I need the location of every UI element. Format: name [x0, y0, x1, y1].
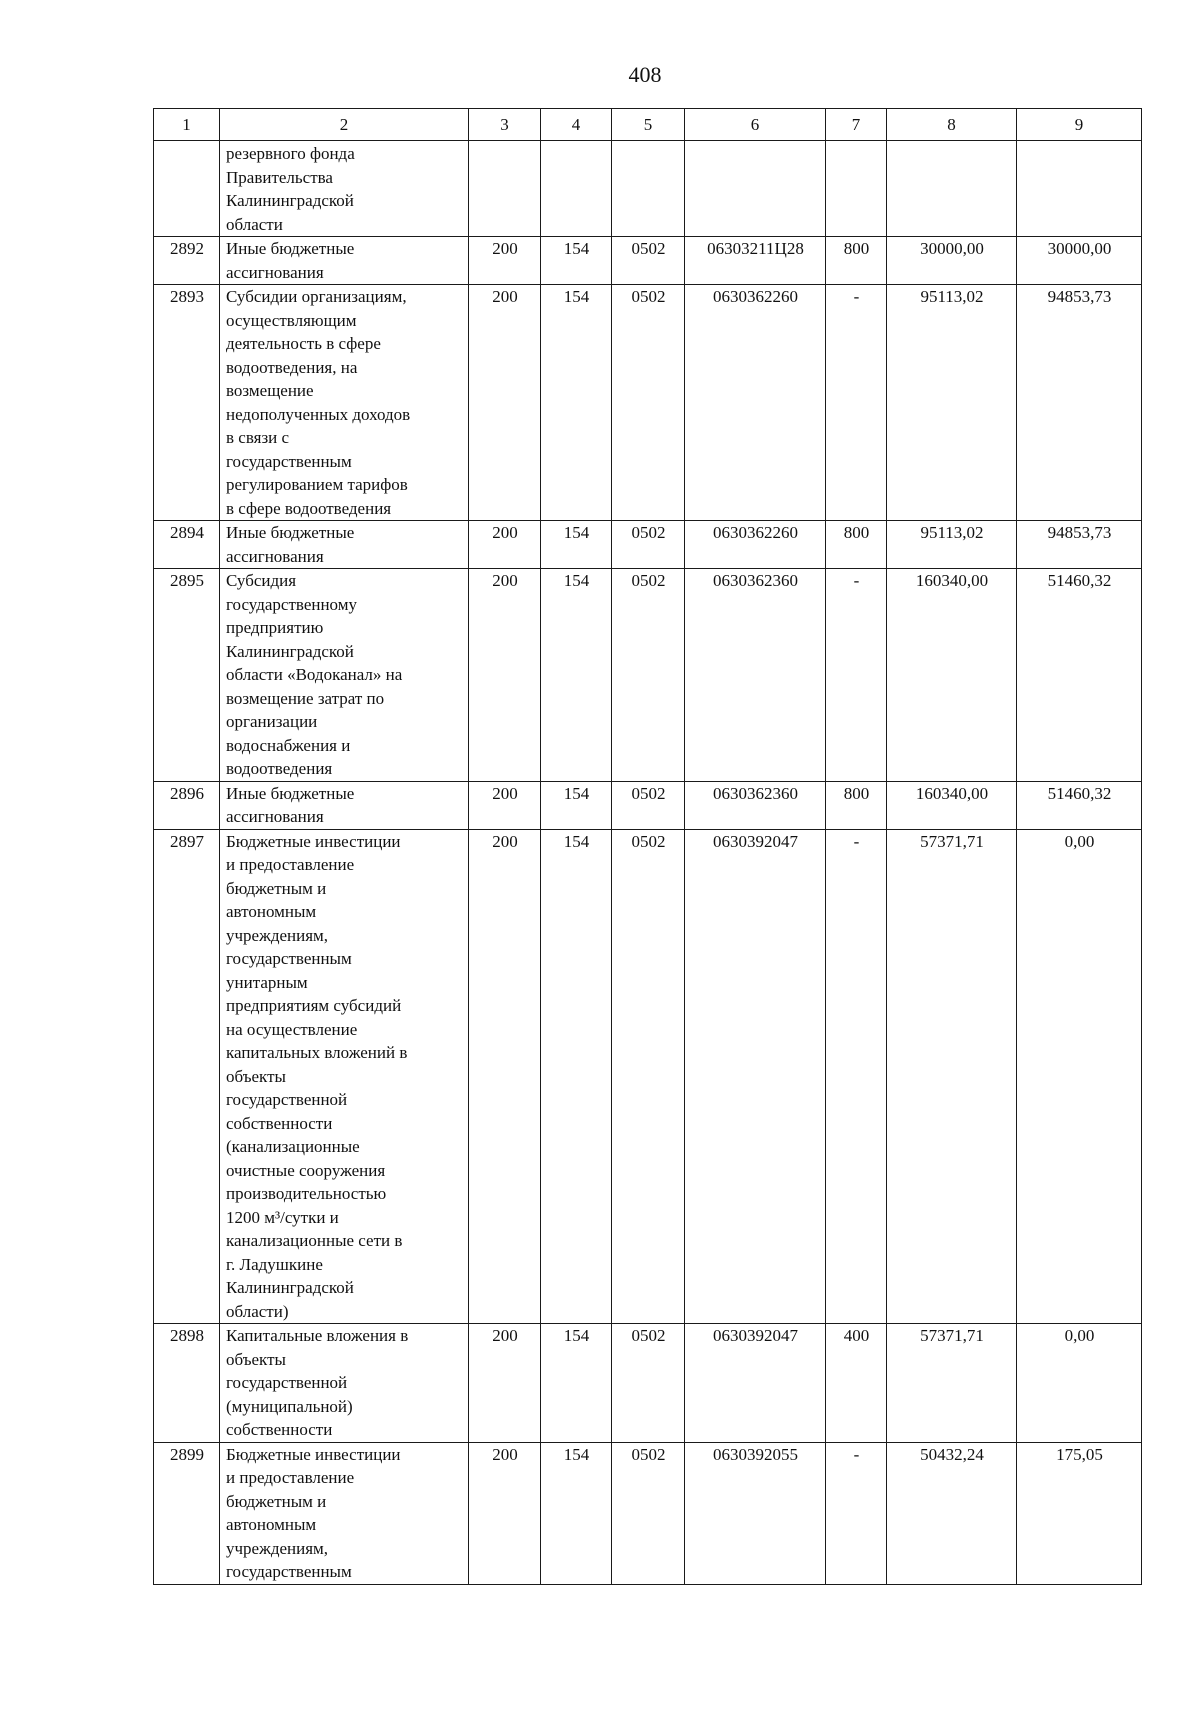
item-name-line: унитарным [226, 972, 308, 992]
header-cell: 2 [220, 109, 469, 141]
header-cell: 4 [541, 109, 612, 141]
item-name-line: автономным [226, 1515, 317, 1534]
cell-c4: 154 [541, 781, 612, 829]
item-name-line: области [226, 214, 283, 234]
item-name-line: государственным [226, 1562, 352, 1581]
cell-c6: 0630392047 [685, 829, 826, 1324]
item-name [220, 521, 469, 569]
row-number: 2899 [154, 1442, 220, 1584]
budget-table [153, 108, 1142, 1585]
item-name-line: в связи с [226, 428, 290, 447]
cell-c8: 57371,71 [887, 829, 1017, 1324]
cell-c6: 0630362360 [685, 569, 826, 782]
cell-c3 [469, 141, 541, 237]
cell-c5: 0502 [612, 829, 685, 1324]
item-name-line: области «Водоканал» на [226, 665, 403, 684]
cell-c9: 175,05 [1017, 1442, 1142, 1584]
cell-c6: 0630362260 [685, 521, 826, 569]
cell-c4: 154 [541, 829, 612, 1324]
item-name-line: Калининградской [226, 641, 354, 661]
item-name-line: предприятию [226, 618, 324, 637]
item-name-line: Бюджетные инвестиции [226, 831, 401, 851]
cell-c9: 0,00 [1017, 1324, 1142, 1443]
row-number: 2894 [154, 521, 220, 569]
table-body [154, 141, 1142, 1585]
item-name-line: возмещение [226, 381, 314, 400]
item-name-line: возмещение затрат по [226, 688, 385, 708]
cell-c3: 200 [469, 1324, 541, 1443]
table-row [154, 829, 1142, 1324]
row-number: 2892 [154, 237, 220, 285]
cell-c7 [826, 141, 887, 237]
item-name-line: канализационные сети в [226, 1231, 403, 1250]
item-name-line: недополученных доходов [226, 404, 411, 424]
item-name [220, 141, 469, 237]
cell-c5: 0502 [612, 237, 685, 285]
item-name-line: регулированием тарифов [226, 475, 408, 494]
cell-c9: 94853,73 [1017, 521, 1142, 569]
cell-c8: 160340,00 [887, 781, 1017, 829]
cell-c4: 154 [541, 1442, 612, 1584]
cell-c5: 0502 [612, 285, 685, 521]
item-name-line: организации [226, 712, 318, 731]
item-name-line: учреждениям, [226, 1538, 329, 1558]
item-name-line: производительностью [226, 1184, 387, 1203]
table-row [154, 1442, 1142, 1584]
row-number: 2895 [154, 569, 220, 782]
item-name-line: государственным [226, 451, 352, 471]
item-name-line: в сфере водоотведения [226, 498, 392, 518]
header-cell: 5 [612, 109, 685, 141]
item-name-line: 1200 м³/сутки и [226, 1207, 339, 1227]
cell-c3: 200 [469, 569, 541, 782]
item-name-line: очистные сооружения [226, 1160, 386, 1180]
cell-c5 [612, 141, 685, 237]
cell-c7: 400 [826, 1324, 887, 1443]
cell-c6: 0630392055 [685, 1442, 826, 1584]
item-name-line: деятельность в сфере [226, 334, 381, 353]
item-name-line: учреждениям, [226, 925, 329, 945]
item-name-line: резервного фонда [226, 144, 355, 163]
cell-c4: 154 [541, 237, 612, 285]
item-name-line: водоотведения, на [226, 357, 358, 377]
item-name-line: Капитальные вложения в [226, 1326, 409, 1345]
cell-c9: 30000,00 [1017, 237, 1142, 285]
page-number: 408 [628, 62, 662, 87]
item-name-line: собственности [226, 1420, 333, 1439]
row-number [154, 141, 220, 237]
table-row [154, 569, 1142, 782]
cell-c8: 50432,24 [887, 1442, 1017, 1584]
item-name-line: бюджетным и [226, 878, 327, 898]
item-name-line: Калининградской [226, 191, 354, 210]
cell-c4: 154 [541, 1324, 612, 1443]
cell-c9: 51460,32 [1017, 781, 1142, 829]
item-name-line: капитальных вложений в [226, 1043, 408, 1062]
cell-c6: 0630362360 [685, 781, 826, 829]
cell-c5: 0502 [612, 1324, 685, 1443]
item-name-line: ассигнования [226, 807, 324, 826]
item-name-line: собственности [226, 1113, 333, 1133]
cell-c8: 57371,71 [887, 1324, 1017, 1443]
header-cell: 8 [887, 109, 1017, 141]
cell-c5: 0502 [612, 569, 685, 782]
cell-c3: 200 [469, 521, 541, 569]
cell-c5: 0502 [612, 781, 685, 829]
cell-c3: 200 [469, 829, 541, 1324]
item-name-line: и предоставление [226, 855, 355, 874]
item-name-line: Калининградской [226, 1278, 354, 1297]
item-name-line: Субсидия [226, 571, 297, 590]
cell-c3: 200 [469, 285, 541, 521]
header-cell: 1 [154, 109, 220, 141]
table-row [154, 521, 1142, 569]
cell-c7: - [826, 285, 887, 521]
item-name-line: предприятиям субсидий [226, 996, 402, 1015]
item-name [220, 569, 469, 782]
row-number: 2896 [154, 781, 220, 829]
item-name-line: объекты [226, 1349, 286, 1369]
table-row [154, 1324, 1142, 1443]
item-name [220, 1324, 469, 1443]
item-name-line: водоснабжения и [226, 735, 351, 755]
cell-c7: - [826, 1442, 887, 1584]
header-cell: 7 [826, 109, 887, 141]
cell-c8: 95113,02 [887, 285, 1017, 521]
item-name [220, 829, 469, 1324]
item-name-line: Субсидии организациям, [226, 287, 407, 306]
row-number: 2897 [154, 829, 220, 1324]
cell-c4: 154 [541, 521, 612, 569]
header-cell: 3 [469, 109, 541, 141]
item-name [220, 1442, 469, 1584]
cell-c3: 200 [469, 781, 541, 829]
item-name-line: государственному [226, 594, 357, 614]
item-name-line: (муниципальной) [226, 1396, 353, 1416]
table-row [154, 285, 1142, 521]
header-cell: 6 [685, 109, 826, 141]
item-name-line: объекты [226, 1066, 286, 1086]
cell-c7: 800 [826, 781, 887, 829]
item-name-line: водоотведения [226, 759, 333, 778]
cell-c8 [887, 141, 1017, 237]
item-name-line: (канализационные [226, 1137, 360, 1156]
cell-c6 [685, 141, 826, 237]
item-name-line: ассигнования [226, 546, 324, 566]
item-name-line: ассигнования [226, 262, 324, 282]
header-cell: 9 [1017, 109, 1142, 141]
item-name-line: Правительства [226, 167, 333, 187]
row-number: 2893 [154, 285, 220, 521]
cell-c8: 95113,02 [887, 521, 1017, 569]
item-name-line: на осуществление [226, 1019, 358, 1039]
cell-c6: 0630392047 [685, 1324, 826, 1443]
cell-c3: 200 [469, 1442, 541, 1584]
item-name [220, 285, 469, 521]
cell-c6: 06303211Ц28 [685, 237, 826, 285]
item-name [220, 781, 469, 829]
cell-c8: 160340,00 [887, 569, 1017, 782]
item-name-line: государственной [226, 1090, 348, 1109]
cell-c4: 154 [541, 569, 612, 782]
cell-c5: 0502 [612, 1442, 685, 1584]
row-number: 2898 [154, 1324, 220, 1443]
item-name-line: и предоставление [226, 1468, 355, 1487]
item-name-line: Иные бюджетные [226, 523, 355, 542]
cell-c7: - [826, 569, 887, 782]
cell-c3: 200 [469, 237, 541, 285]
cell-c6: 0630362260 [685, 285, 826, 521]
item-name-line: Бюджетные инвестиции [226, 1444, 401, 1464]
table-row [154, 141, 1142, 237]
item-name-line: автономным [226, 902, 317, 921]
cell-c9: 0,00 [1017, 829, 1142, 1324]
table-row [154, 237, 1142, 285]
item-name [220, 237, 469, 285]
cell-c8: 30000,00 [887, 237, 1017, 285]
item-name-line: области) [226, 1301, 289, 1321]
table-row [154, 781, 1142, 829]
cell-c9 [1017, 141, 1142, 237]
item-name-line: Иные бюджетные [226, 783, 355, 803]
item-name-line: государственным [226, 949, 352, 968]
item-name-line: бюджетным и [226, 1491, 327, 1511]
cell-c5: 0502 [612, 521, 685, 569]
cell-c9: 51460,32 [1017, 569, 1142, 782]
item-name-line: осуществляющим [226, 310, 357, 330]
cell-c7: 800 [826, 521, 887, 569]
cell-c7: 800 [826, 237, 887, 285]
cell-c9: 94853,73 [1017, 285, 1142, 521]
cell-c7: - [826, 829, 887, 1324]
item-name-line: г. Ладушкине [226, 1254, 323, 1274]
header-row [154, 109, 1142, 141]
cell-c4 [541, 141, 612, 237]
cell-c4: 154 [541, 285, 612, 521]
item-name-line: Иные бюджетные [226, 239, 355, 258]
item-name-line: государственной [226, 1373, 348, 1392]
